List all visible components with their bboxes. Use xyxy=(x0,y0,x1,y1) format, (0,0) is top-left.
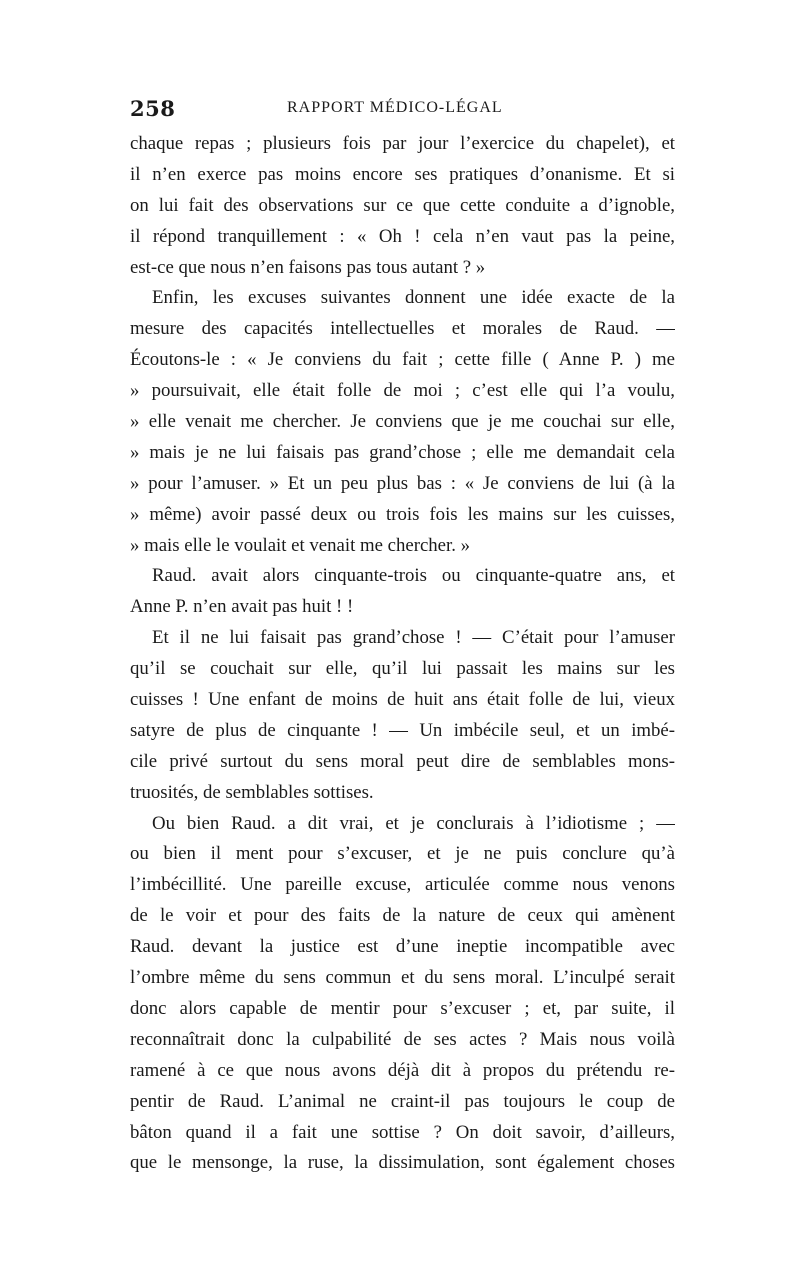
page-number: 258 xyxy=(130,96,176,121)
text-line: Et il ne lui faisait pas grand’chose ! — C’était pour l’amuser xyxy=(152,627,675,649)
page-header xyxy=(130,96,675,126)
text-line: Raud. avait alors cinquante-trois ou cinquante-quatre ans, et xyxy=(152,565,675,587)
text-line: » elle venait me chercher. Je conviens que je me couchai sur elle, xyxy=(130,411,675,433)
text-line: il n’en exerce pas moins encore ses pratiques d’onanisme. Et si xyxy=(130,163,675,185)
text-line: » mais je ne lui faisais pas grand’chose ; elle me demandait cela xyxy=(130,441,675,463)
text-line: chaque repas ; plusieurs fois par jour l’exercice du chapelet), et xyxy=(130,133,675,154)
text-line: que le mensonge, la ruse, la dissimulation, sont également choses xyxy=(130,1152,675,1174)
text-line: Enfin, les excuses suivantes donnent une idée exacte de la xyxy=(152,287,675,309)
running-head: RAPPORT MÉDICO-LÉGAL xyxy=(287,99,503,116)
text-line: il répond tranquillement : « Oh ! cela n’en vaut pas la peine, xyxy=(130,225,675,247)
text-line: est-ce que nous n’en faisons pas tous autant ? » xyxy=(130,256,486,278)
text-line: bâton quand il a fait une sottise ? On doit savoir, d’ailleurs, xyxy=(130,1121,675,1143)
text-line: » même) avoir passé deux ou trois fois les mains sur les cuisses, xyxy=(130,503,675,525)
text-line: cile privé surtout du sens moral peut dire de semblables mons- xyxy=(130,750,675,772)
text-line: cuisses ! Une enfant de moins de huit ans était folle de lui, vieux xyxy=(130,689,675,711)
text-line: ramené à ce que nous avons déjà dit à propos du prétendu re- xyxy=(130,1059,675,1081)
text-line: ou bien il ment pour s’excuser, et je ne puis conclure qu’à xyxy=(130,843,675,865)
text-line: donc alors capable de mentir pour s’excuser ; et, par suite, il xyxy=(130,997,675,1019)
text-line: Ou bien Raud. a dit vrai, et je conclurais à l’idiotisme ; — xyxy=(152,812,675,834)
text-line: » poursuivait, elle était folle de moi ; c’est elle qui l’a voulu, xyxy=(130,380,675,402)
text-line: mesure des capacités intellectuelles et morales de Raud. — xyxy=(130,318,675,340)
text-line: » mais elle le voulait et venait me chercher. » xyxy=(130,534,471,556)
text-line: l’imbécillité. Une pareille excuse, articulée comme nous venons xyxy=(130,874,675,896)
body-text xyxy=(130,129,675,1179)
text-line: Raud. devant la justice est d’une ineptie incompatible avec xyxy=(130,936,675,958)
text-line: satyre de plus de cinquante ! — Un imbécile seul, et un imbé- xyxy=(130,719,675,741)
text-line: pentir de Raud. L’animal ne craint-il pas toujours le coup de xyxy=(130,1090,675,1112)
text-line: l’ombre même du sens commun et du sens moral. L’inculpé serait xyxy=(130,967,675,989)
text-line: Anne P. n’en avait pas huit ! ! xyxy=(130,596,354,618)
text-line: qu’il se couchait sur elle, qu’il lui passait les mains sur les xyxy=(130,658,675,680)
text-line: truosités, de semblables sottises. xyxy=(130,781,374,803)
text-line: » pour l’amuser. » Et un peu plus bas : « Je conviens de lui (à la xyxy=(130,472,675,494)
text-line: de le voir et pour des faits de la nature de ceux qui amènent xyxy=(130,905,675,927)
text-line: Écoutons-le : « Je conviens du fait ; cette fille ( Anne P. ) me xyxy=(130,349,675,371)
text-line: reconnaîtrait donc la culpabilité de ses actes ? Mais nous voilà xyxy=(130,1028,675,1050)
text-line: on lui fait des observations sur ce que cette conduite a d’ignoble, xyxy=(130,194,675,216)
